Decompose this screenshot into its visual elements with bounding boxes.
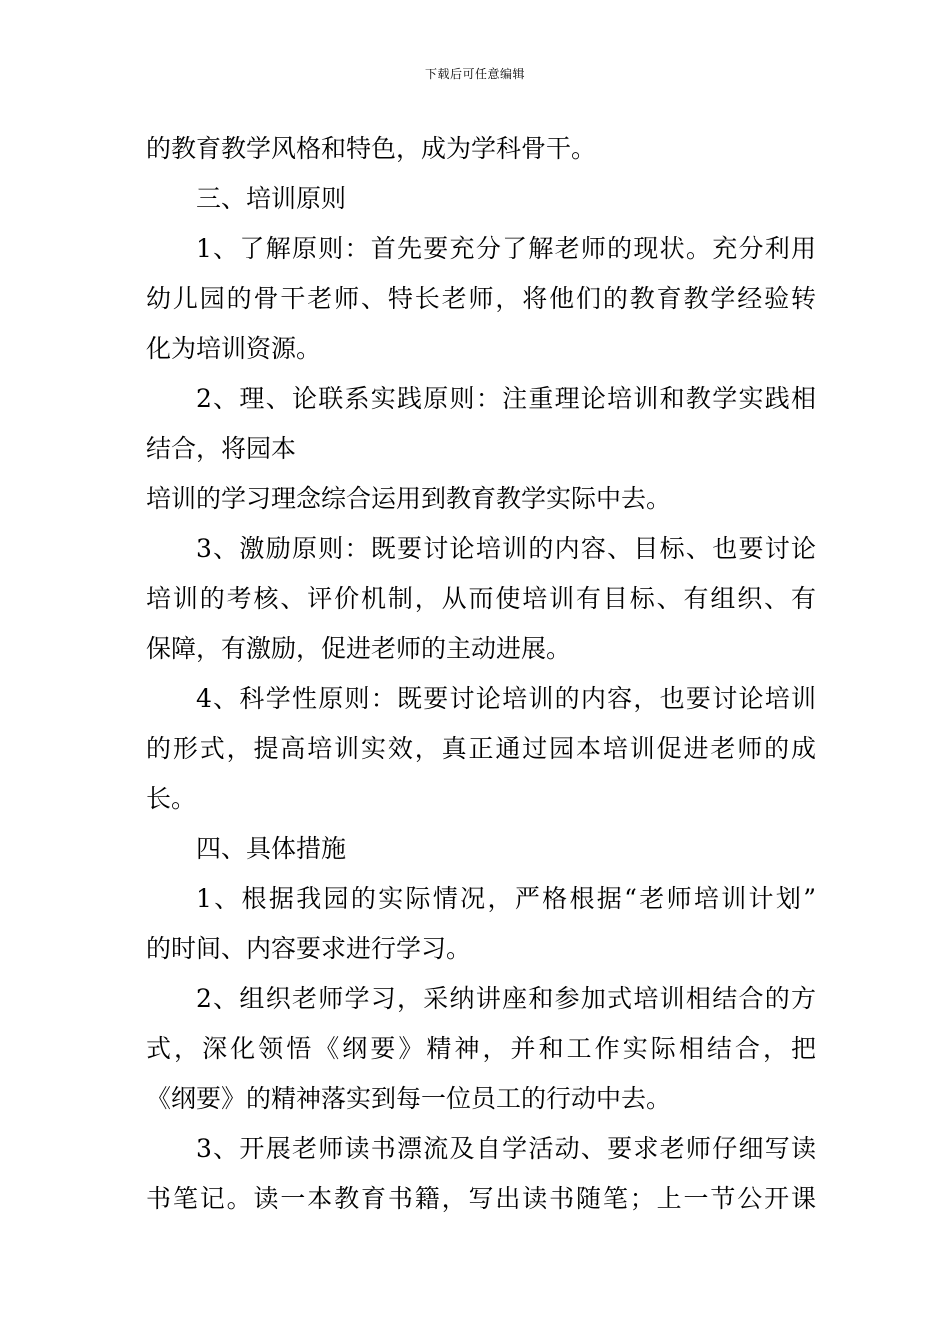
- page-header: 下载后可任意编辑: [424, 67, 525, 81]
- text-line: 3、开展老师读书漂流及自学活动、要求老师仔细写读: [196, 1134, 816, 1163]
- text-line: 2、组织老师学习，采纳讲座和参加式培训相结合的方: [196, 984, 816, 1013]
- text-line: 《纲要》的精神落实到每一位员工的行动中去。: [146, 1084, 672, 1113]
- text-line: 2、理、论联系实践原则：注重理论培训和教学实践相: [196, 384, 816, 413]
- text-line: 的形式，提高培训实效，真正通过园本培训促进老师的成: [146, 734, 816, 763]
- text-line: 书笔记。读一本教育书籍，写出读书随笔；上一节公开课: [146, 1184, 816, 1213]
- text-line: 化为培训资源。: [146, 334, 322, 363]
- text-line: 三、培训原则: [196, 184, 347, 213]
- text-line: 3、激励原则：既要讨论培训的内容、目标、也要讨论: [196, 534, 816, 563]
- text-line: 保障，有激励，促进老师的主动进展。: [146, 634, 572, 663]
- text-line: 四、具体措施: [196, 834, 347, 863]
- text-line: 式，深化领悟《纲要》精神，并和工作实际相结合，把: [146, 1034, 816, 1063]
- text-line: 培训的考核、评价机制，从而使培训有目标、有组织、有: [146, 584, 816, 613]
- document-body: [146, 124, 816, 1224]
- text-line: 1、根据我园的实际情况，严格根据“老师培训计划”: [196, 884, 816, 913]
- text-line: 幼儿园的骨干老师、特长老师，将他们的教育教学经验转: [146, 284, 816, 313]
- text-line: 4、科学性原则：既要讨论培训的内容，也要讨论培训: [196, 684, 816, 713]
- text-line: 的教育教学风格和特色，成为学科骨干。: [146, 134, 597, 163]
- text-line: 培训的学习理念综合运用到教育教学实际中去。: [146, 484, 672, 513]
- text-line: 结合，将园本: [146, 434, 297, 463]
- text-line: 长。: [146, 784, 197, 813]
- text-line: 1、了解原则：首先要充分了解老师的现状。充分利用: [196, 234, 816, 263]
- text-line: 的时间、内容要求进行学习。: [146, 934, 472, 963]
